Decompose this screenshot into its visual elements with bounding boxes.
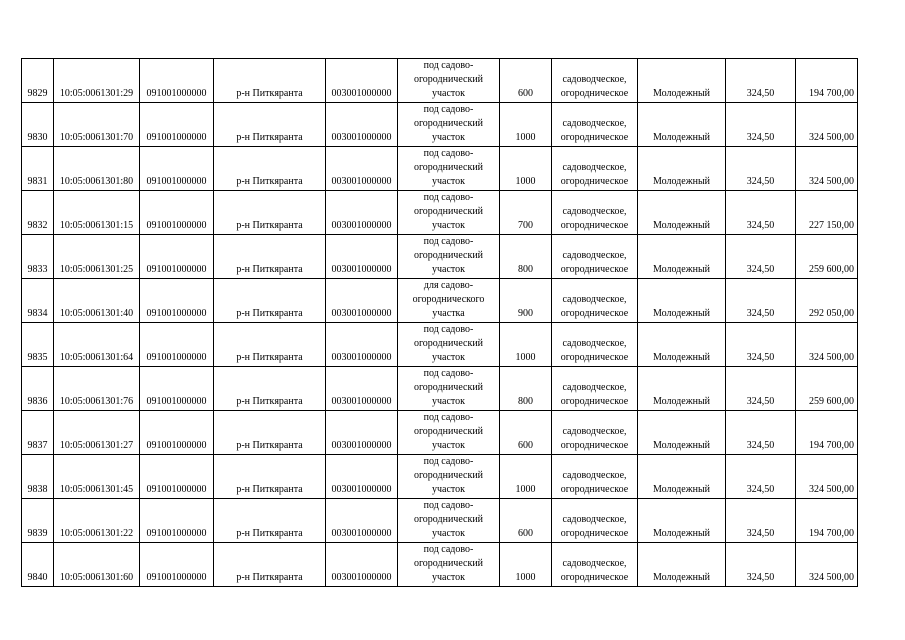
cell-district: р-н Питкяранта <box>214 235 326 279</box>
cell-oktmo-code: 091001000000 <box>140 455 214 499</box>
cell-area: 1000 <box>500 543 552 587</box>
cell-cadastral-value: 324 500,00 <box>796 147 858 191</box>
cell-use-type-line: садоводческое, <box>562 294 627 305</box>
cell-district: р-н Питкяранта <box>214 367 326 411</box>
cell-record-number: 9835 <box>22 323 54 367</box>
cell-permitted-use-line: под садово- <box>423 456 474 467</box>
cell-specific-value: 324,50 <box>726 191 796 235</box>
cell-use-type-line: огородническое <box>560 88 629 99</box>
cell-permitted-use-line: для садово- <box>423 280 474 291</box>
cell-record-number: 9829 <box>22 59 54 103</box>
cell-area: 600 <box>500 411 552 455</box>
cell-permitted-use <box>398 147 500 191</box>
cell-record-number: 9837 <box>22 411 54 455</box>
cell-cadastral-number: 10:05:0061301:22 <box>54 499 140 543</box>
cell-category-code: 003001000000 <box>326 411 398 455</box>
cell-use-type-line: садоводческое, <box>562 426 627 437</box>
cell-use-type-line: садоводческое, <box>562 470 627 481</box>
cell-oktmo-code: 091001000000 <box>140 147 214 191</box>
cell-permitted-use-line: под садово- <box>423 412 474 423</box>
cell-district: р-н Питкяранта <box>214 147 326 191</box>
cell-district: р-н Питкяранта <box>214 411 326 455</box>
cell-permitted-use-line: под садово- <box>423 192 474 203</box>
cell-use-type-line: садоводческое, <box>562 162 627 173</box>
cell-area: 1000 <box>500 147 552 191</box>
cell-oktmo-code: 091001000000 <box>140 59 214 103</box>
cell-category-code: 003001000000 <box>326 103 398 147</box>
table-row <box>22 367 858 411</box>
cell-record-number: 9836 <box>22 367 54 411</box>
cell-permitted-use <box>398 499 500 543</box>
cell-record-number: 9833 <box>22 235 54 279</box>
cell-district: р-н Питкяранта <box>214 59 326 103</box>
cell-use-type-line: садоводческое, <box>562 558 627 569</box>
cell-permitted-use-line: участок <box>431 88 465 99</box>
cell-settlement: Молодежный <box>638 323 726 367</box>
cell-permitted-use-line: участок <box>431 132 465 143</box>
cell-record-number: 9831 <box>22 147 54 191</box>
cell-area: 1000 <box>500 455 552 499</box>
cell-use-type-line: огородническое <box>560 132 629 143</box>
cell-use-type-line: огородническое <box>560 264 629 275</box>
cell-district: р-н Питкяранта <box>214 191 326 235</box>
cell-cadastral-value: 324 500,00 <box>796 455 858 499</box>
cell-cadastral-number: 10:05:0061301:27 <box>54 411 140 455</box>
cell-permitted-use-line: огороднический <box>413 470 484 481</box>
cell-settlement: Молодежный <box>638 455 726 499</box>
cell-use-type <box>552 543 638 587</box>
cell-oktmo-code: 091001000000 <box>140 367 214 411</box>
cell-cadastral-value: 324 500,00 <box>796 323 858 367</box>
cell-category-code: 003001000000 <box>326 499 398 543</box>
cell-cadastral-value: 194 700,00 <box>796 411 858 455</box>
cell-settlement: Молодежный <box>638 279 726 323</box>
cell-use-type <box>552 411 638 455</box>
cell-district: р-н Питкяранта <box>214 455 326 499</box>
cell-permitted-use <box>398 543 500 587</box>
cell-record-number: 9834 <box>22 279 54 323</box>
cell-area: 800 <box>500 367 552 411</box>
cell-cadastral-value: 259 600,00 <box>796 367 858 411</box>
cell-permitted-use-line: участок <box>431 572 465 583</box>
cell-specific-value: 324,50 <box>726 367 796 411</box>
cell-area: 700 <box>500 191 552 235</box>
cell-oktmo-code: 091001000000 <box>140 103 214 147</box>
cell-category-code: 003001000000 <box>326 455 398 499</box>
cell-specific-value: 324,50 <box>726 103 796 147</box>
cell-permitted-use <box>398 191 500 235</box>
cell-permitted-use-line: участок <box>431 440 465 451</box>
cell-district: р-н Питкяранта <box>214 499 326 543</box>
cell-category-code: 003001000000 <box>326 543 398 587</box>
cell-permitted-use <box>398 279 500 323</box>
cell-permitted-use <box>398 411 500 455</box>
cell-cadastral-number: 10:05:0061301:64 <box>54 323 140 367</box>
cell-use-type <box>552 235 638 279</box>
cell-cadastral-number: 10:05:0061301:40 <box>54 279 140 323</box>
table-body <box>22 59 858 587</box>
cell-use-type <box>552 147 638 191</box>
cell-permitted-use-line: под садово- <box>423 236 474 247</box>
cell-cadastral-number: 10:05:0061301:76 <box>54 367 140 411</box>
cell-permitted-use-line: под садово- <box>423 500 474 511</box>
cell-cadastral-value: 194 700,00 <box>796 499 858 543</box>
cell-permitted-use-line: огороднический <box>413 382 484 393</box>
table-row <box>22 147 858 191</box>
cell-specific-value: 324,50 <box>726 455 796 499</box>
cell-oktmo-code: 091001000000 <box>140 411 214 455</box>
cell-use-type <box>552 323 638 367</box>
cell-oktmo-code: 091001000000 <box>140 191 214 235</box>
table-row <box>22 191 858 235</box>
cell-record-number: 9838 <box>22 455 54 499</box>
table-row <box>22 455 858 499</box>
cell-cadastral-number: 10:05:0061301:15 <box>54 191 140 235</box>
cell-district: р-н Питкяранта <box>214 279 326 323</box>
table-row <box>22 543 858 587</box>
table-row <box>22 279 858 323</box>
cell-settlement: Молодежный <box>638 103 726 147</box>
cell-cadastral-value: 324 500,00 <box>796 103 858 147</box>
cell-area: 900 <box>500 279 552 323</box>
cell-permitted-use <box>398 367 500 411</box>
cell-category-code: 003001000000 <box>326 367 398 411</box>
cell-specific-value: 324,50 <box>726 411 796 455</box>
cell-cadastral-value: 227 150,00 <box>796 191 858 235</box>
cell-permitted-use-line: огороднический <box>413 558 484 569</box>
cell-permitted-use-line: под садово- <box>423 544 474 555</box>
cell-cadastral-number: 10:05:0061301:29 <box>54 59 140 103</box>
cell-category-code: 003001000000 <box>326 279 398 323</box>
cell-permitted-use <box>398 59 500 103</box>
cell-permitted-use-line: огороднический <box>413 74 484 85</box>
cell-cadastral-value: 259 600,00 <box>796 235 858 279</box>
cell-specific-value: 324,50 <box>726 323 796 367</box>
cell-district: р-н Питкяранта <box>214 543 326 587</box>
cell-permitted-use-line: участок <box>431 352 465 363</box>
cell-use-type-line: огородническое <box>560 352 629 363</box>
cell-use-type-line: садоводческое, <box>562 118 627 129</box>
cell-use-type-line: садоводческое, <box>562 338 627 349</box>
cell-oktmo-code: 091001000000 <box>140 323 214 367</box>
cell-specific-value: 324,50 <box>726 235 796 279</box>
cell-use-type <box>552 279 638 323</box>
cell-record-number: 9830 <box>22 103 54 147</box>
land-registry-table <box>21 58 858 587</box>
cell-area: 1000 <box>500 323 552 367</box>
table-row <box>22 323 858 367</box>
cell-cadastral-value: 194 700,00 <box>796 59 858 103</box>
cell-cadastral-number: 10:05:0061301:45 <box>54 455 140 499</box>
cell-settlement: Молодежный <box>638 191 726 235</box>
cell-settlement: Молодежный <box>638 147 726 191</box>
cell-specific-value: 324,50 <box>726 147 796 191</box>
cell-settlement: Молодежный <box>638 367 726 411</box>
cell-permitted-use-line: огороднического <box>412 294 485 305</box>
cell-use-type-line: огородническое <box>560 220 629 231</box>
cell-permitted-use-line: участок <box>431 396 465 407</box>
cell-use-type <box>552 367 638 411</box>
cell-use-type-line: огородническое <box>560 572 629 583</box>
cell-settlement: Молодежный <box>638 235 726 279</box>
cell-permitted-use-line: под садово- <box>423 60 474 71</box>
cell-area: 600 <box>500 59 552 103</box>
cell-permitted-use-line: участок <box>431 528 465 539</box>
cell-category-code: 003001000000 <box>326 323 398 367</box>
table-row <box>22 235 858 279</box>
cell-permitted-use-line: участок <box>431 176 465 187</box>
table-row <box>22 499 858 543</box>
cell-record-number: 9839 <box>22 499 54 543</box>
cell-settlement: Молодежный <box>638 411 726 455</box>
cell-use-type-line: садоводческое, <box>562 206 627 217</box>
cell-permitted-use-line: участок <box>431 484 465 495</box>
table-row <box>22 59 858 103</box>
cell-permitted-use-line: под садово- <box>423 148 474 159</box>
cell-use-type <box>552 499 638 543</box>
cell-oktmo-code: 091001000000 <box>140 235 214 279</box>
cell-permitted-use-line: под садово- <box>423 368 474 379</box>
cell-record-number: 9840 <box>22 543 54 587</box>
cell-use-type-line: огородническое <box>560 396 629 407</box>
cell-permitted-use-line: огороднический <box>413 338 484 349</box>
cell-use-type-line: огородническое <box>560 440 629 451</box>
cell-area: 600 <box>500 499 552 543</box>
cell-use-type-line: огородническое <box>560 308 629 319</box>
cell-use-type-line: садоводческое, <box>562 514 627 525</box>
cell-specific-value: 324,50 <box>726 59 796 103</box>
cell-district: р-н Питкяранта <box>214 323 326 367</box>
table-row <box>22 411 858 455</box>
cell-cadastral-value: 292 050,00 <box>796 279 858 323</box>
cell-use-type-line: садоводческое, <box>562 382 627 393</box>
cell-category-code: 003001000000 <box>326 235 398 279</box>
cell-district: р-н Питкяранта <box>214 103 326 147</box>
cell-use-type <box>552 455 638 499</box>
cell-permitted-use-line: огороднический <box>413 162 484 173</box>
cell-use-type-line: огородническое <box>560 484 629 495</box>
cell-use-type-line: садоводческое, <box>562 74 627 85</box>
table-row <box>22 103 858 147</box>
cell-oktmo-code: 091001000000 <box>140 499 214 543</box>
cell-permitted-use-line: под садово- <box>423 104 474 115</box>
cell-cadastral-value: 324 500,00 <box>796 543 858 587</box>
cell-permitted-use <box>398 323 500 367</box>
cell-use-type-line: огородническое <box>560 528 629 539</box>
cell-category-code: 003001000000 <box>326 59 398 103</box>
cell-permitted-use-line: огороднический <box>413 206 484 217</box>
cell-permitted-use-line: участок <box>431 220 465 231</box>
cell-permitted-use-line: огороднический <box>413 118 484 129</box>
cell-settlement: Молодежный <box>638 543 726 587</box>
cell-cadastral-number: 10:05:0061301:60 <box>54 543 140 587</box>
cell-permitted-use <box>398 103 500 147</box>
cell-permitted-use-line: огороднический <box>413 514 484 525</box>
cell-oktmo-code: 091001000000 <box>140 279 214 323</box>
cell-record-number: 9832 <box>22 191 54 235</box>
cell-use-type-line: огородническое <box>560 176 629 187</box>
cell-cadastral-number: 10:05:0061301:80 <box>54 147 140 191</box>
cell-area: 1000 <box>500 103 552 147</box>
cell-permitted-use-line: участка <box>432 308 465 319</box>
cell-category-code: 003001000000 <box>326 191 398 235</box>
cell-settlement: Молодежный <box>638 499 726 543</box>
cell-use-type-line: садоводческое, <box>562 250 627 261</box>
cell-permitted-use-line: огороднический <box>413 250 484 261</box>
cell-specific-value: 324,50 <box>726 279 796 323</box>
cell-permitted-use <box>398 455 500 499</box>
cell-specific-value: 324,50 <box>726 499 796 543</box>
cell-permitted-use <box>398 235 500 279</box>
cell-oktmo-code: 091001000000 <box>140 543 214 587</box>
cell-area: 800 <box>500 235 552 279</box>
cell-use-type <box>552 103 638 147</box>
cell-use-type <box>552 191 638 235</box>
cell-category-code: 003001000000 <box>326 147 398 191</box>
cell-use-type <box>552 59 638 103</box>
cell-specific-value: 324,50 <box>726 543 796 587</box>
cell-permitted-use-line: огороднический <box>413 426 484 437</box>
cell-cadastral-number: 10:05:0061301:70 <box>54 103 140 147</box>
cell-cadastral-number: 10:05:0061301:25 <box>54 235 140 279</box>
cell-settlement: Молодежный <box>638 59 726 103</box>
cell-permitted-use-line: участок <box>431 264 465 275</box>
cell-permitted-use-line: под садово- <box>423 324 474 335</box>
